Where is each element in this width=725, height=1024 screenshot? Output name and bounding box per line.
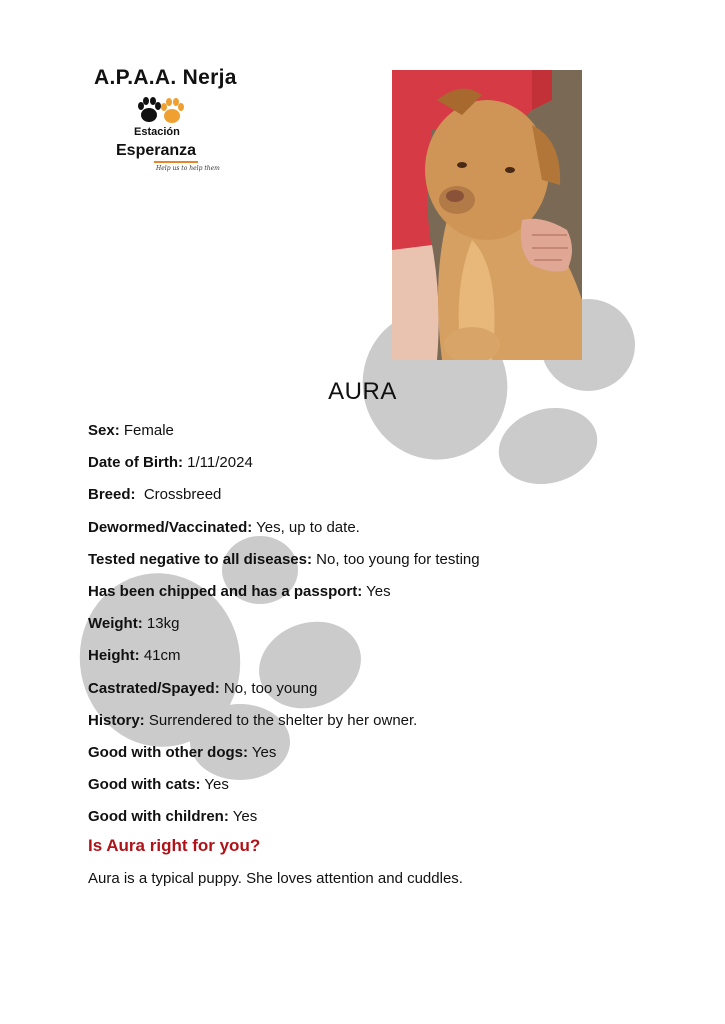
logo-underline (154, 161, 198, 163)
logo-name: Esperanza (116, 142, 197, 159)
field-tested (88, 549, 480, 581)
field-value: Yes (362, 582, 391, 600)
section-heading: Is Aura right for you? (88, 836, 261, 855)
field-label: Good with cats: (88, 776, 201, 794)
field-label: Tested negative to all diseases: (88, 550, 312, 568)
field-breed (88, 484, 480, 516)
paw-icon (136, 96, 188, 126)
field-value: No, too young for testing (311, 550, 480, 568)
logo-subtitle: Estación (134, 126, 180, 138)
field-label: Date of Birth: (88, 454, 183, 472)
field-good-with-children (88, 806, 480, 838)
field-value: 13kg (142, 615, 180, 633)
field-value: 1/11/2024 (183, 454, 253, 472)
logo-tagline: Help us to help them (156, 165, 220, 172)
info-list (88, 420, 480, 838)
field-label: Weight: (88, 615, 143, 633)
field-label: Good with other dogs: (88, 743, 248, 761)
logo-title: A.P.A.A. Nerja (94, 66, 237, 89)
field-value: Yes (247, 743, 277, 761)
field-chipped (88, 581, 480, 613)
dog-name: AURA (328, 378, 397, 405)
field-value: Yes (200, 776, 229, 794)
field-weight (88, 613, 480, 645)
field-good-with-cats (88, 774, 480, 806)
field-label: Has been chipped and has a passport: (88, 582, 363, 600)
field-label: Dewormed/Vaccinated: (88, 518, 253, 536)
field-good-with-dogs (88, 742, 480, 774)
field-value: Surrendered to the shelter by her owner. (144, 711, 418, 729)
field-value: Yes, up to date. (252, 518, 360, 536)
field-value: Female (119, 422, 174, 439)
field-label: Height: (88, 647, 140, 665)
field-label: Breed: (88, 486, 136, 504)
dog-photo (392, 70, 582, 360)
field-label: Castrated/Spayed: (88, 679, 220, 697)
field-label: Good with children: (88, 808, 229, 826)
field-label: History: (88, 711, 145, 729)
shelter-logo (92, 62, 237, 180)
field-value: Crossbreed (135, 486, 222, 504)
field-castrated (88, 678, 480, 710)
field-dewormed (88, 517, 480, 549)
description-text: Aura is a typical puppy. She loves attention and cuddles. (88, 870, 463, 887)
field-label: Sex: (88, 422, 120, 439)
field-sex (88, 420, 480, 452)
field-value: No, too young (219, 679, 318, 697)
field-history (88, 710, 480, 742)
field-value: Yes (228, 808, 258, 826)
field-height (88, 645, 480, 677)
field-date-of-birth (88, 452, 480, 484)
field-value: 41cm (139, 647, 181, 665)
